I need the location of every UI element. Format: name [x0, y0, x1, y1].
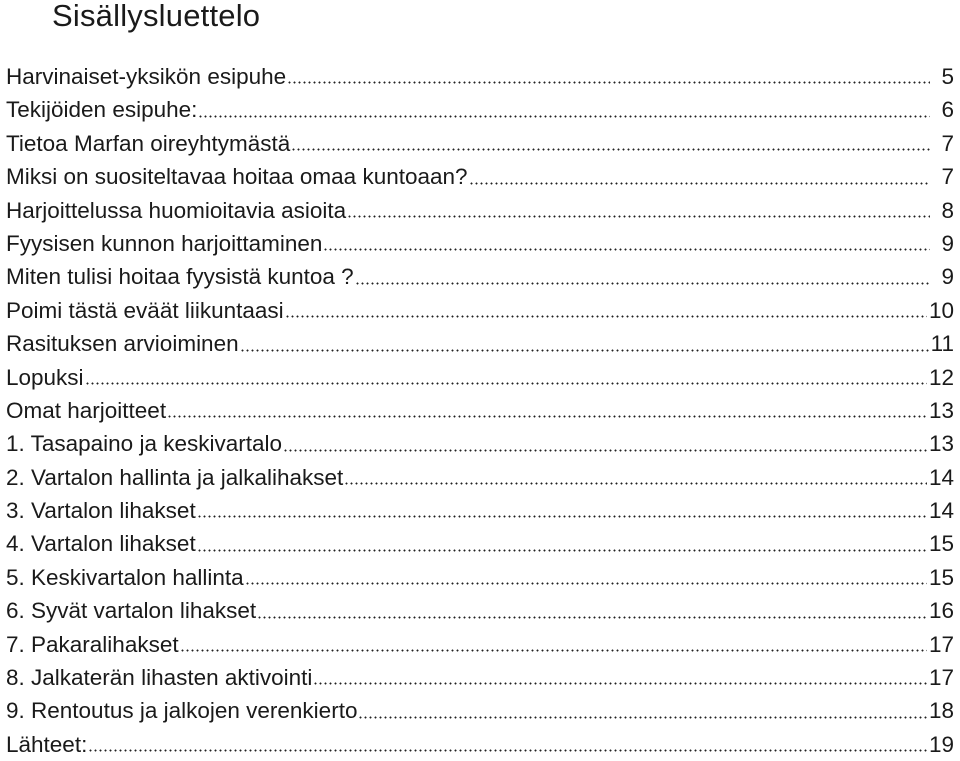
- dot-leader: [323, 248, 930, 251]
- toc-entry-page-number: 17: [928, 631, 954, 657]
- dot-leader: [344, 482, 927, 485]
- toc-entry-label: 3. Vartalon lihakset: [6, 498, 196, 524]
- toc-entry-page-number: 19: [928, 731, 954, 757]
- toc-entry-label: Tekijöiden esipuhe:: [6, 97, 198, 123]
- toc-entry-label: Rasituksen arvioiminen: [6, 331, 239, 357]
- toc-entry-page-number: 15: [928, 531, 954, 557]
- dot-leader: [283, 449, 927, 452]
- toc-entry-label: Miksi on suositeltavaa hoitaa omaa kuntoaan?: [6, 164, 468, 190]
- toc-entry-page-number: 16: [928, 598, 954, 624]
- toc-entry[interactable]: [6, 461, 954, 494]
- toc-entry-label: 2. Vartalon hallinta ja jalkalihakset: [6, 464, 344, 490]
- toc-entry-label: 4. Vartalon lihakset: [6, 531, 196, 557]
- toc-entry[interactable]: [6, 694, 954, 727]
- toc-entry-label: Harjoittelussa huomioitavia asioita: [6, 197, 347, 223]
- toc-entry[interactable]: [6, 628, 954, 661]
- toc-entry[interactable]: [6, 661, 954, 694]
- toc-entry[interactable]: [6, 494, 954, 527]
- dot-leader: [245, 582, 927, 585]
- toc-entry-label: 5. Keskivartalon hallinta: [6, 564, 244, 590]
- dot-leader: [88, 749, 927, 752]
- toc-entry[interactable]: [6, 227, 954, 260]
- toc-entry-label: Harvinaiset-yksikön esipuhe: [6, 64, 287, 89]
- dot-leader: [313, 682, 927, 685]
- toc-entry-label: 7. Pakaralihakset: [6, 631, 179, 657]
- toc-entry-page-number: 17: [928, 665, 954, 691]
- toc-entry[interactable]: [6, 160, 954, 193]
- dot-leader: [358, 716, 927, 719]
- toc-entry-label: Tietoa Marfan oireyhtymästä: [6, 130, 291, 156]
- toc-entry[interactable]: [6, 728, 954, 761]
- toc-entry-label: 1. Tasapaino ja keskivartalo: [6, 431, 282, 457]
- toc-entry-page-number: 10: [928, 297, 954, 323]
- toc-entry-page-number: 12: [928, 364, 954, 390]
- toc-entry-label: 8. Jalkaterän lihasten aktivointi: [6, 665, 313, 691]
- toc-entry[interactable]: [6, 260, 954, 293]
- toc-entry-page-number: 7: [941, 164, 954, 190]
- toc-entry[interactable]: [6, 527, 954, 560]
- toc-entry-page-number: 9: [941, 264, 954, 290]
- table-of-contents: [6, 60, 954, 761]
- toc-entry-page-number: 18: [928, 698, 954, 724]
- dot-leader: [257, 616, 927, 619]
- toc-entry-label: 9. Rentoutus ja jalkojen verenkierto: [6, 698, 358, 724]
- toc-entry-page-number: 14: [928, 464, 954, 490]
- dot-leader: [167, 415, 927, 418]
- toc-entry-page-number: 11: [930, 331, 954, 357]
- dot-leader: [85, 382, 927, 385]
- toc-entry-page-number: 9: [941, 230, 954, 256]
- toc-entry-page-number: 13: [928, 431, 954, 457]
- toc-entry[interactable]: [6, 394, 954, 427]
- toc-entry-page-number: 5: [941, 64, 954, 89]
- toc-entry[interactable]: [6, 60, 954, 93]
- toc-entry-label: 6. Syvät vartalon lihakset: [6, 598, 257, 624]
- dot-leader: [180, 649, 927, 652]
- toc-entry-page-number: 15: [928, 564, 954, 590]
- toc-entry[interactable]: [6, 427, 954, 460]
- toc-entry-label: Miten tulisi hoitaa fyysistä kuntoa ?: [6, 264, 354, 290]
- dot-leader: [287, 81, 930, 84]
- toc-entry[interactable]: [6, 194, 954, 227]
- toc-entry-label: Fyysisen kunnon harjoittaminen: [6, 230, 323, 256]
- dot-leader: [355, 282, 930, 285]
- dot-leader: [291, 148, 930, 151]
- dot-leader: [285, 315, 927, 318]
- toc-entry-page-number: 14: [928, 498, 954, 524]
- toc-entry[interactable]: [6, 561, 954, 594]
- toc-entry[interactable]: [6, 594, 954, 627]
- dot-leader: [469, 182, 930, 185]
- toc-entry-page-number: 8: [941, 197, 954, 223]
- toc-entry-label: Omat harjoitteet: [6, 397, 167, 423]
- toc-entry-label: Poimi tästä eväät liikuntaasi: [6, 297, 284, 323]
- page-title: Sisällysluettelo: [52, 0, 261, 33]
- toc-entry-page-number: 6: [941, 97, 954, 123]
- dot-leader: [198, 115, 930, 118]
- toc-entry-page-number: 13: [928, 397, 954, 423]
- dot-leader: [240, 349, 929, 352]
- dot-leader: [197, 549, 927, 552]
- toc-entry-page-number: 7: [941, 130, 954, 156]
- toc-entry[interactable]: [6, 294, 954, 327]
- dot-leader: [197, 515, 927, 518]
- dot-leader: [347, 215, 930, 218]
- toc-entry[interactable]: [6, 93, 954, 126]
- toc-entry[interactable]: [6, 127, 954, 160]
- toc-entry[interactable]: [6, 361, 954, 394]
- toc-entry-label: Lähteet:: [6, 731, 88, 757]
- toc-entry[interactable]: [6, 327, 954, 360]
- toc-entry-label: Lopuksi: [6, 364, 84, 390]
